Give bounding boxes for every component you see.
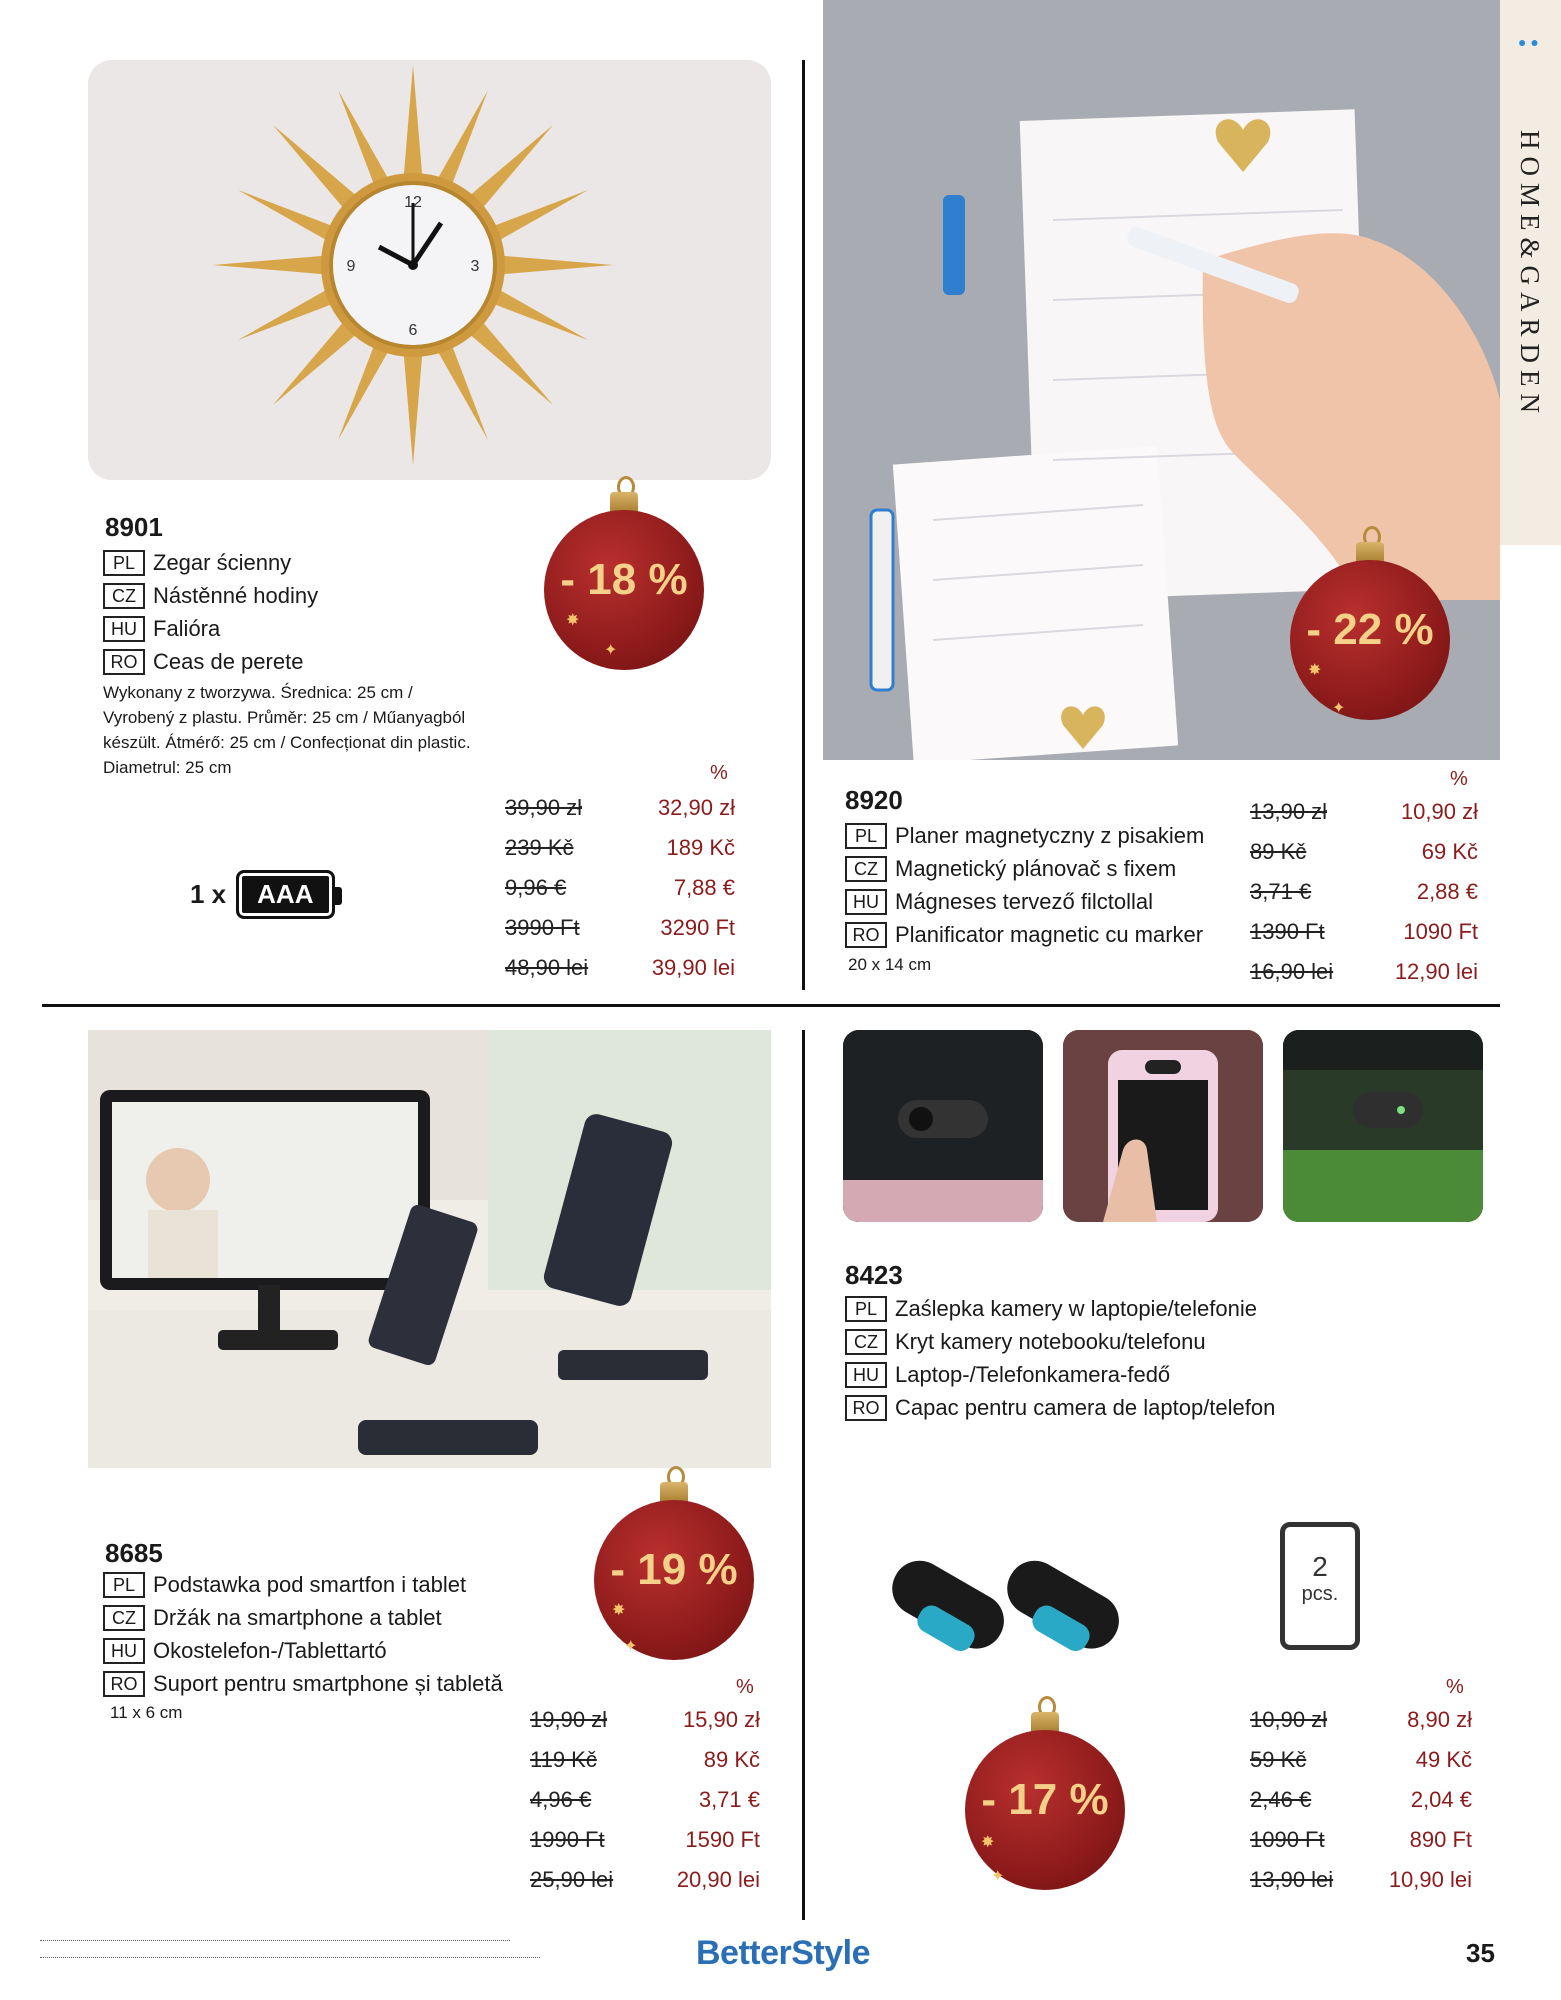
- lang-code: HU: [103, 616, 145, 642]
- new-price: 7,88 €: [673, 875, 735, 900]
- pieces-count: 2: [1312, 1551, 1328, 1582]
- laptop-camera-cover-photo: [843, 1030, 1043, 1222]
- phone-camera-cover-photo: [1063, 1030, 1263, 1222]
- name-row-ro: [103, 645, 318, 678]
- battery-info: [190, 870, 335, 919]
- old-price: 3,71 €: [1250, 879, 1312, 904]
- product-sku: 8920: [845, 785, 903, 815]
- star-icon: ✸: [981, 1834, 995, 1851]
- lang-code: RO: [103, 649, 145, 675]
- footnote-line-2: [40, 1957, 540, 1966]
- svg-text:3: 3: [470, 258, 480, 275]
- discount-ornament: [544, 470, 704, 670]
- discount-label: - 22 %: [1306, 605, 1434, 654]
- product-name: Magnetický plánovač s fixem: [895, 856, 1177, 881]
- price-row-ron: [1250, 1860, 1472, 1900]
- new-price: 69 Kč: [1421, 839, 1478, 864]
- price-row-pln: [1250, 1700, 1472, 1740]
- name-row-pl: [845, 1292, 1275, 1325]
- pieces-unit: pcs.: [1301, 1583, 1339, 1605]
- old-price: 239 Kč: [505, 835, 574, 860]
- price-row-czk: [1250, 1740, 1472, 1780]
- old-price: 19,90 zł: [530, 1707, 608, 1732]
- new-price: 8,90 zł: [1407, 1707, 1472, 1732]
- price-row-eur: [505, 868, 735, 908]
- product-name: Okostelefon-/Tablettartó: [153, 1638, 387, 1663]
- product-name: Planificator magnetic cu marker: [895, 922, 1204, 947]
- percent-sign: %: [1446, 1676, 1464, 1698]
- new-price: 20,90 lei: [676, 1867, 760, 1892]
- product-sku: 8901: [105, 512, 163, 542]
- product-name: Ceas de perete: [153, 649, 304, 674]
- camera-covers-product-photo: [870, 1520, 1140, 1670]
- product-name: Laptop-/Telefonkamera-fedő: [895, 1362, 1171, 1387]
- old-price: 119 Kč: [530, 1747, 597, 1772]
- price-list: [1250, 792, 1478, 992]
- brand-logo: BetterStyle: [696, 1934, 871, 1972]
- lang-code: PL: [845, 823, 887, 849]
- percent-sign: %: [736, 1676, 754, 1698]
- new-price: 39,90 lei: [651, 955, 735, 980]
- price-row-ron: [1250, 952, 1478, 992]
- star-icon: ✸: [612, 1602, 626, 1619]
- product-description: 11 x 6 cm: [110, 1703, 183, 1722]
- discount-label: - 17 %: [981, 1775, 1109, 1824]
- new-price: 32,90 zł: [657, 795, 735, 820]
- lang-code: CZ: [845, 1329, 887, 1355]
- star-icon: ✸: [566, 612, 580, 629]
- footnote-lines: [40, 1940, 540, 1966]
- new-price: 2,88 €: [1416, 879, 1478, 904]
- name-row-ro: [845, 918, 1204, 951]
- old-price: 48,90 lei: [505, 955, 589, 980]
- lang-code: RO: [103, 1671, 145, 1697]
- product-name: Zaślepka kamery w laptopie/telefonie: [895, 1296, 1257, 1321]
- product-sku: 8423: [845, 1260, 903, 1290]
- new-price: 3,71 €: [698, 1787, 760, 1812]
- lang-code: HU: [845, 1362, 887, 1388]
- discount-ornament: [594, 1460, 754, 1660]
- lang-code: CZ: [103, 1605, 145, 1631]
- price-row-huf: [505, 908, 735, 948]
- battery-type: AAA: [236, 870, 334, 919]
- name-row-cz: [845, 1325, 1275, 1358]
- product-names: [845, 819, 1204, 951]
- name-row-pl: [845, 819, 1204, 852]
- price-row-ron: [530, 1860, 760, 1900]
- name-row-ro: [103, 1667, 503, 1700]
- new-price: 1590 Ft: [685, 1827, 760, 1852]
- lang-code: HU: [103, 1638, 145, 1664]
- svg-text:12: 12: [404, 194, 422, 211]
- new-price: 189 Kč: [666, 835, 735, 860]
- new-price: 12,90 lei: [1394, 959, 1478, 984]
- star-icon: ✦: [604, 642, 618, 659]
- vertical-divider-top: [802, 60, 805, 990]
- category-label: HOME&GARDEN: [1515, 130, 1545, 420]
- product-sku: 8685: [105, 1538, 163, 1568]
- price-list: [505, 788, 735, 988]
- price-row-czk: [1250, 832, 1478, 872]
- old-price: 2,46 €: [1250, 1787, 1312, 1812]
- price-row-eur: [530, 1780, 760, 1820]
- horizontal-divider: [42, 1004, 1500, 1007]
- old-price: 13,90 zł: [1250, 799, 1328, 824]
- pieces-badge: [1280, 1522, 1360, 1650]
- new-price: 2,04 €: [1410, 1787, 1472, 1812]
- new-price: 89 Kč: [703, 1747, 760, 1772]
- vertical-divider-bottom: [802, 1030, 805, 1920]
- product-name: Capac pentru camera de laptop/telefon: [895, 1395, 1276, 1420]
- old-price: 25,90 lei: [530, 1867, 614, 1892]
- old-price: 39,90 zł: [505, 795, 583, 820]
- name-row-cz: [103, 1601, 503, 1634]
- old-price: 1090 Ft: [1250, 1827, 1325, 1852]
- name-row-pl: [103, 546, 318, 579]
- star-icon: ✦: [624, 1638, 638, 1655]
- footnote-line-1: [40, 1940, 510, 1949]
- old-price: 9,96 €: [505, 875, 567, 900]
- old-price: 13,90 lei: [1250, 1867, 1334, 1892]
- price-row-pln: [505, 788, 735, 828]
- price-row-huf: [1250, 912, 1478, 952]
- webcam-cover-photo: [1283, 1030, 1483, 1222]
- name-row-cz: [103, 579, 318, 612]
- product-name: Podstawka pod smartfon i tablet: [153, 1572, 467, 1597]
- new-price: 1090 Ft: [1403, 919, 1478, 944]
- product-names: [103, 546, 318, 678]
- product-description: 20 x 14 cm: [848, 955, 932, 974]
- price-row-pln: [1250, 792, 1478, 832]
- product-name: Mágneses tervező filctollal: [895, 889, 1154, 914]
- new-price: 3290 Ft: [660, 915, 735, 940]
- wall-clock-photo: [88, 60, 771, 480]
- dots-icon: ● ●: [1518, 34, 1539, 50]
- lang-code: PL: [845, 1296, 887, 1322]
- discount-label: - 18 %: [560, 555, 688, 604]
- price-row-ron: [505, 948, 735, 988]
- product-name: Kryt kamery notebooku/telefonu: [895, 1329, 1206, 1354]
- old-price: 3990 Ft: [505, 915, 580, 940]
- old-price: 89 Kč: [1250, 839, 1307, 864]
- old-price: 1390 Ft: [1250, 919, 1325, 944]
- product-description: Wykonany z tworzywa. Średnica: 25 cm / Vyrobený z plastu. Průměr: 25 cm / Műanyagból készült. Átmérő: 25 cm / Confecționat din plastic. Diametrul: 25 cm: [103, 683, 471, 777]
- price-list: [530, 1700, 760, 1900]
- product-name: Falióra: [153, 616, 221, 641]
- price-row-huf: [1250, 1820, 1472, 1860]
- name-row-pl: [103, 1568, 503, 1601]
- old-price: 1990 Ft: [530, 1827, 605, 1852]
- new-price: 15,90 zł: [682, 1707, 760, 1732]
- percent-sign: %: [1450, 768, 1468, 790]
- name-row-ro: [845, 1391, 1275, 1424]
- lang-code: PL: [103, 550, 145, 576]
- discount-ornament: [965, 1690, 1125, 1890]
- name-row-hu: [845, 885, 1204, 918]
- discount-label: - 19 %: [610, 1545, 738, 1594]
- lang-code: CZ: [845, 856, 887, 882]
- product-name: Zegar ścienny: [153, 550, 292, 575]
- new-price: 10,90 zł: [1400, 799, 1478, 824]
- category-side-tab: [1500, 0, 1561, 545]
- percent-sign: %: [710, 762, 728, 784]
- old-price: 59 Kč: [1250, 1747, 1307, 1772]
- old-price: 16,90 lei: [1250, 959, 1334, 984]
- product-names: [103, 1568, 503, 1700]
- star-icon: ✦: [991, 1868, 1005, 1885]
- name-row-cz: [845, 852, 1204, 885]
- name-row-hu: [103, 612, 318, 645]
- price-row-pln: [530, 1700, 760, 1740]
- new-price: 49 Kč: [1415, 1747, 1472, 1772]
- price-row-czk: [505, 828, 735, 868]
- price-row-eur: [1250, 872, 1478, 912]
- price-row-czk: [530, 1740, 760, 1780]
- phone-stand-photo: [88, 1030, 771, 1468]
- star-icon: ✸: [1308, 662, 1322, 679]
- lang-code: HU: [845, 889, 887, 915]
- price-row-eur: [1250, 1780, 1472, 1820]
- name-row-hu: [845, 1358, 1275, 1391]
- lang-code: PL: [103, 1572, 145, 1598]
- product-names: [845, 1292, 1275, 1424]
- lang-code: RO: [845, 922, 887, 948]
- svg-text:6: 6: [408, 322, 418, 339]
- page-number: 35: [1466, 1938, 1495, 1968]
- price-row-huf: [530, 1820, 760, 1860]
- discount-ornament: [1290, 520, 1450, 720]
- lang-code: CZ: [103, 583, 145, 609]
- product-name: Držák na smartphone a tablet: [153, 1605, 442, 1630]
- new-price: 10,90 lei: [1388, 1867, 1472, 1892]
- name-row-hu: [103, 1634, 503, 1667]
- product-name: Suport pentru smartphone și tabletă: [153, 1671, 503, 1696]
- new-price: 890 Ft: [1409, 1827, 1472, 1852]
- product-name: Planer magnetyczny z pisakiem: [895, 823, 1205, 848]
- old-price: 4,96 €: [530, 1787, 592, 1812]
- old-price: 10,90 zł: [1250, 1707, 1328, 1732]
- lang-code: RO: [845, 1395, 887, 1421]
- price-list: [1250, 1700, 1472, 1900]
- star-icon: ✦: [1332, 700, 1346, 717]
- product-name: Nástěnné hodiny: [153, 583, 319, 608]
- battery-qty: 1 x: [190, 879, 227, 909]
- svg-text:9: 9: [346, 258, 356, 275]
